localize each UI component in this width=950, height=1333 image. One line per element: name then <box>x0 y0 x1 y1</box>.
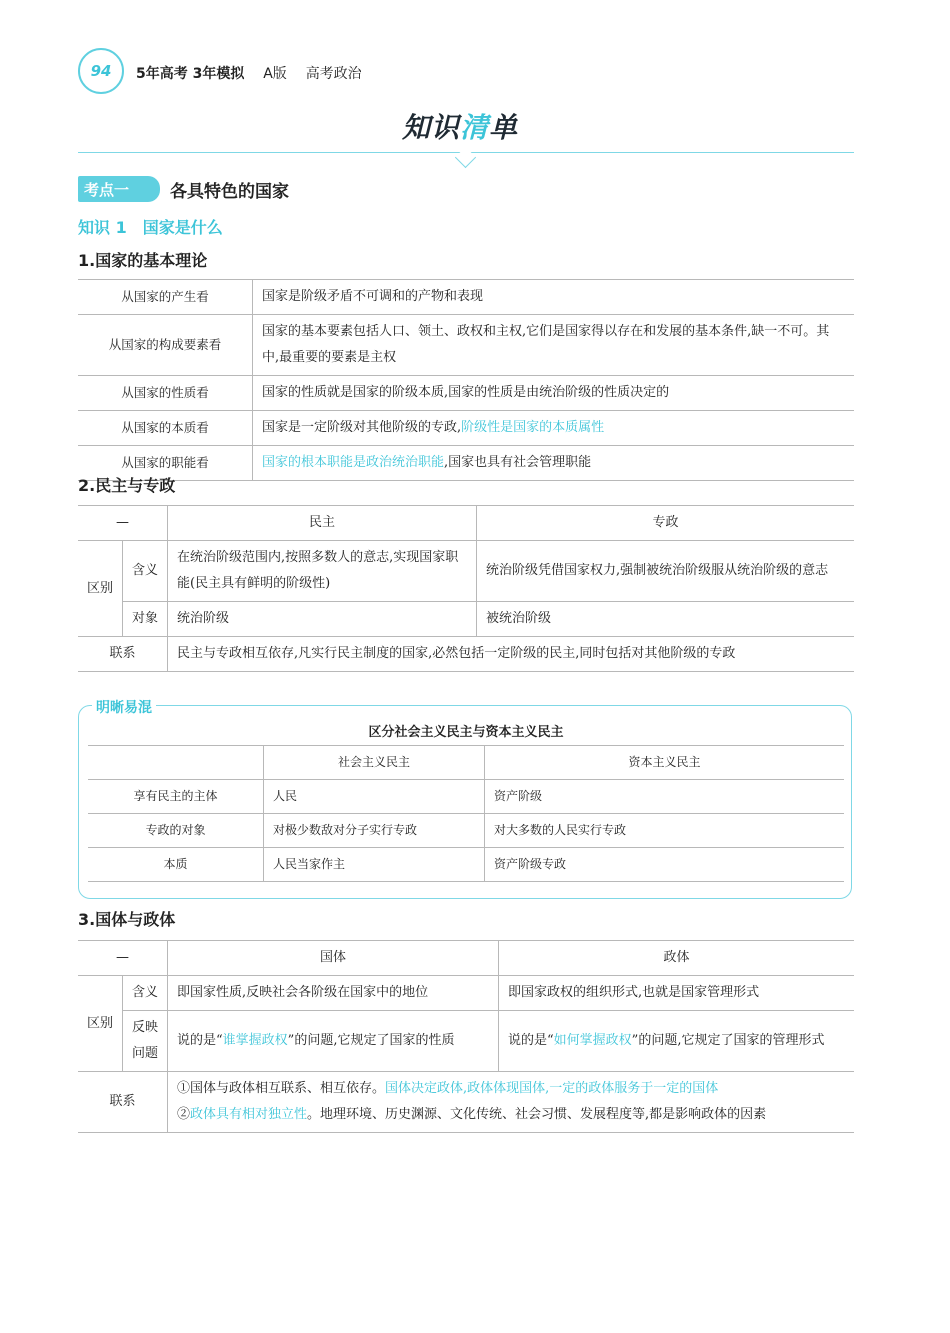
table-row <box>78 411 854 446</box>
democracy-compare-table <box>88 745 844 882</box>
row-highlight: 阶级性是国家的本质属性 <box>461 420 605 435</box>
cell-capitalist: 对大多数的人民实行专政 <box>485 814 845 848</box>
row-label: 本质 <box>88 848 264 882</box>
link-text: 民主与专政相互依存,凡实行民主制度的国家,必然包括一定阶级的民主,同时包括对其他阶级的专政 <box>168 637 855 672</box>
cell-highlight: 谁掌握政权 <box>222 1033 288 1048</box>
row-value <box>253 411 855 446</box>
row-label: 享有民主的主体 <box>88 780 264 814</box>
table-row <box>78 976 854 1011</box>
cell-text: ”的问题,它规定了国家的性质 <box>287 1033 455 1048</box>
cell-text: 说的是“ <box>177 1033 223 1048</box>
row-label: 专政的对象 <box>88 814 264 848</box>
book-header <box>136 63 376 83</box>
cell-democracy: 在统治阶级范围内,按照多数人的意志,实现国家职能(民主具有鲜明的阶级性) <box>168 541 477 602</box>
cell-socialist: 对极少数敌对分子实行专政 <box>264 814 485 848</box>
row-key: 从国家的产生看 <box>78 280 253 315</box>
row-key: 从国家的职能看 <box>78 446 253 481</box>
cell-dictatorship: 统治阶级凭借国家权力,强制被统治阶级服从统治阶级的意志 <box>477 541 855 602</box>
cell-democracy: 统治阶级 <box>168 602 477 637</box>
knowledge-list-title <box>402 106 518 146</box>
table-header-row <box>78 506 854 541</box>
row-value-text: 国家是一定阶级对其他阶级的专政, <box>262 420 462 435</box>
cell-highlight: 如何掌握政权 <box>553 1033 632 1048</box>
part2-title: 2.民主与专政 <box>78 476 176 495</box>
cell-capitalist: 资产阶级 <box>485 780 845 814</box>
link-line-2 <box>177 1107 766 1122</box>
cell-government-system <box>499 1011 855 1072</box>
title-part-1: 知识 <box>402 111 461 144</box>
table-header-row <box>88 746 844 780</box>
row-highlight: 国家的根本职能是政治统治职能 <box>262 455 445 470</box>
table-row <box>78 541 854 602</box>
link-text-part: 。地理环境、历史渊源、文化传统、社会习惯、发展程度等,都是影响政体的因素 <box>307 1107 767 1122</box>
part1-title: 1.国家的基本理论 <box>78 251 208 270</box>
title-part-3: 单 <box>489 111 519 144</box>
link-text-part: ② <box>177 1107 191 1122</box>
link-text-part: ①国体与政体相互联系、相互依存。 <box>177 1081 386 1096</box>
link-highlight: 政体具有相对独立性 <box>190 1107 308 1122</box>
cell-socialist: 人民 <box>264 780 485 814</box>
group-label: 区别 <box>78 541 123 637</box>
header-democracy: 民主 <box>168 506 477 541</box>
table-row <box>78 1011 854 1072</box>
title-notch <box>455 147 476 168</box>
state-theory-table <box>78 279 854 481</box>
knowledge-title: 知识 1 国家是什么 <box>78 218 223 237</box>
section-title: 各具特色的国家 <box>170 182 289 202</box>
table-row <box>78 1072 854 1133</box>
row-key: 从国家的性质看 <box>78 376 253 411</box>
table-row <box>78 446 854 481</box>
table-row <box>88 848 844 882</box>
cell-text: ”的问题,它规定了国家的管理形式 <box>631 1033 825 1048</box>
row-value-text: ,国家也具有社会管理职能 <box>444 455 592 470</box>
cell-state-system: 即国家性质,反映社会各阶级在国家中的地位 <box>168 976 499 1011</box>
header-government-system: 政体 <box>499 941 855 976</box>
row-label: 含义 <box>123 976 168 1011</box>
cell-socialist: 人民当家作主 <box>264 848 485 882</box>
header-dictatorship: 专政 <box>477 506 855 541</box>
row-value <box>253 446 855 481</box>
row-key: 从国家的本质看 <box>78 411 253 446</box>
cell-dictatorship: 被统治阶级 <box>477 602 855 637</box>
confusion-caption: 区分社会主义民主与资本主义民主 <box>368 725 564 740</box>
header-state-system: 国体 <box>168 941 499 976</box>
cell-government-system: 即国家政权的组织形式,也就是国家管理形式 <box>499 976 855 1011</box>
link-label: 联系 <box>78 1072 168 1133</box>
book-edition: A版 <box>263 66 287 82</box>
header-dash: — <box>78 506 168 541</box>
democracy-dictatorship-table <box>78 505 854 672</box>
table-row <box>78 637 854 672</box>
state-system-table <box>78 940 854 1133</box>
section-badge: 考点一 <box>78 176 160 202</box>
table-row <box>78 376 854 411</box>
book-title: 5年高考 3年模拟 <box>136 66 245 82</box>
row-label: 对象 <box>123 602 168 637</box>
header-socialist: 社会主义民主 <box>264 746 485 780</box>
confusion-label: 明晰易混 <box>92 697 156 717</box>
book-subject: 高考政治 <box>305 66 362 82</box>
table-row <box>88 780 844 814</box>
row-label: 反映问题 <box>123 1011 168 1072</box>
row-key: 从国家的构成要素看 <box>78 315 253 376</box>
table-row <box>78 602 854 637</box>
link-text <box>168 1072 855 1133</box>
page-number-badge: 94 <box>78 48 124 94</box>
table-row <box>78 315 854 376</box>
cell-state-system <box>168 1011 499 1072</box>
header-dash: — <box>78 941 168 976</box>
table-header-row <box>78 941 854 976</box>
row-value: 国家是阶级矛盾不可调和的产物和表现 <box>253 280 855 315</box>
group-label: 区别 <box>78 976 123 1072</box>
row-value: 国家的性质就是国家的阶级本质,国家的性质是由统治阶级的性质决定的 <box>253 376 855 411</box>
header-capitalist: 资本主义民主 <box>485 746 845 780</box>
link-line-1 <box>177 1076 845 1102</box>
part3-title: 3.国体与政体 <box>78 910 176 929</box>
cell-capitalist: 资产阶级专政 <box>485 848 845 882</box>
header-blank <box>88 746 264 780</box>
link-highlight: 国体决定政体,政体体现国体,一定的政体服务于一定的国体 <box>385 1081 719 1096</box>
link-label: 联系 <box>78 637 168 672</box>
table-row <box>78 280 854 315</box>
title-part-2: 清 <box>460 111 490 144</box>
row-value: 国家的基本要素包括人口、领土、政权和主权,它们是国家得以存在和发展的基本条件,缺一不可。其中,最重要的要素是主权 <box>253 315 855 376</box>
row-label: 含义 <box>123 541 168 602</box>
table-row <box>88 814 844 848</box>
cell-text: 说的是“ <box>508 1033 554 1048</box>
